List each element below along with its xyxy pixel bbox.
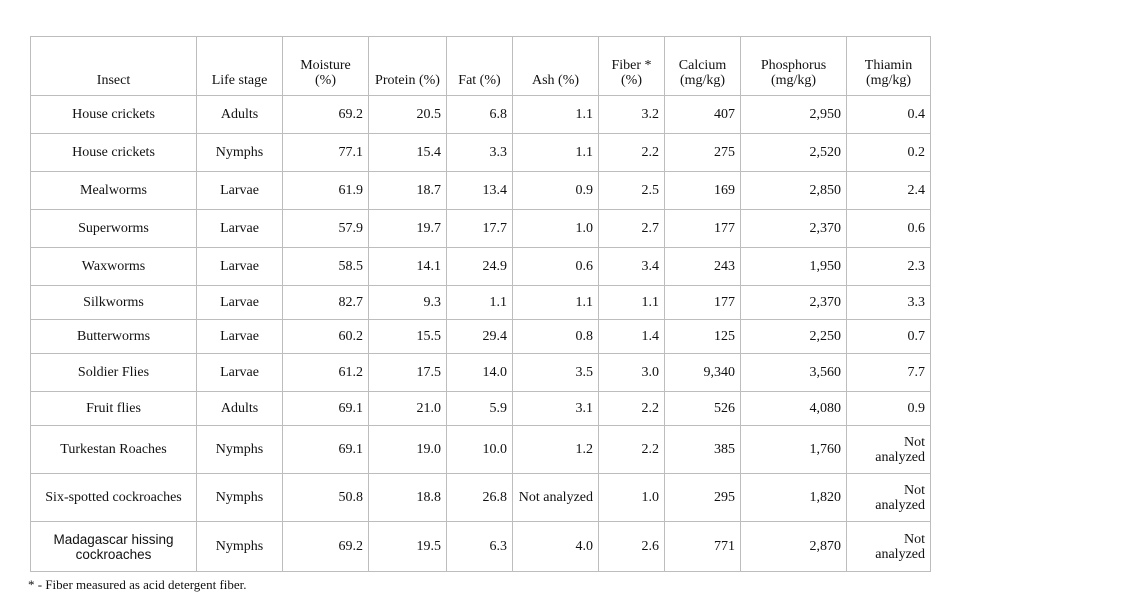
insect-nutrition-table [30,36,931,572]
cell-moisture: 77.1 [283,134,369,172]
document [30,36,931,572]
cell-calcium: 169 [665,172,741,210]
cell-fat: 24.9 [447,248,513,286]
cell-insect: Silkworms [31,286,197,320]
cell-protein: 18.7 [369,172,447,210]
cell-ash: 1.2 [513,426,599,474]
table-row [31,96,931,134]
cell-moisture: 69.2 [283,96,369,134]
cell-life-stage: Adults [197,96,283,134]
table-row [31,392,931,426]
cell-fiber: 3.4 [599,248,665,286]
cell-ash: 3.1 [513,392,599,426]
cell-thiamin: Not analyzed [847,474,931,522]
cell-fat: 5.9 [447,392,513,426]
cell-moisture: 58.5 [283,248,369,286]
cell-protein: 19.5 [369,522,447,572]
cell-insect: Six-spotted cockroaches [31,474,197,522]
cell-phosphorus: 4,080 [741,392,847,426]
cell-protein: 14.1 [369,248,447,286]
cell-calcium: 407 [665,96,741,134]
cell-ash: 1.1 [513,134,599,172]
cell-ash: 3.5 [513,354,599,392]
cell-phosphorus: 2,370 [741,210,847,248]
cell-fat: 13.4 [447,172,513,210]
cell-fiber: 2.2 [599,426,665,474]
cell-calcium: 9,340 [665,354,741,392]
cell-thiamin: 0.4 [847,96,931,134]
cell-life-stage: Larvae [197,320,283,354]
header-phosphorus: Phosphorus (mg/kg) [741,37,847,96]
cell-moisture: 69.2 [283,522,369,572]
cell-thiamin: 0.7 [847,320,931,354]
cell-phosphorus: 1,950 [741,248,847,286]
table-row [31,354,931,392]
cell-fat: 17.7 [447,210,513,248]
cell-fat: 14.0 [447,354,513,392]
cell-phosphorus: 2,850 [741,172,847,210]
cell-life-stage: Nymphs [197,474,283,522]
cell-insect: Soldier Flies [31,354,197,392]
cell-moisture: 69.1 [283,392,369,426]
header-protein: Protein (%) [369,37,447,96]
cell-insect: House crickets [31,96,197,134]
cell-life-stage: Larvae [197,354,283,392]
cell-phosphorus: 2,870 [741,522,847,572]
table-row [31,474,931,522]
cell-fiber: 2.2 [599,134,665,172]
header-calcium: Calcium (mg/kg) [665,37,741,96]
cell-fiber: 1.0 [599,474,665,522]
cell-insect: Turkestan Roaches [31,426,197,474]
cell-protein: 15.4 [369,134,447,172]
cell-ash: Not analyzed [513,474,599,522]
cell-fat: 3.3 [447,134,513,172]
cell-ash: 1.1 [513,286,599,320]
cell-phosphorus: 1,760 [741,426,847,474]
cell-protein: 15.5 [369,320,447,354]
cell-phosphorus: 2,950 [741,96,847,134]
cell-moisture: 69.1 [283,426,369,474]
cell-fiber: 3.2 [599,96,665,134]
cell-moisture: 82.7 [283,286,369,320]
cell-phosphorus: 2,250 [741,320,847,354]
cell-calcium: 177 [665,286,741,320]
cell-insect: Superworms [31,210,197,248]
cell-thiamin: 2.3 [847,248,931,286]
cell-calcium: 177 [665,210,741,248]
header-ash: Ash (%) [513,37,599,96]
cell-fat: 6.8 [447,96,513,134]
cell-ash: 0.8 [513,320,599,354]
cell-calcium: 526 [665,392,741,426]
cell-fiber: 2.6 [599,522,665,572]
cell-thiamin: 0.9 [847,392,931,426]
table-row [31,210,931,248]
cell-thiamin: 0.6 [847,210,931,248]
header-row [31,37,931,96]
table-row [31,134,931,172]
cell-insect: Waxworms [31,248,197,286]
cell-thiamin: Not analyzed [847,426,931,474]
cell-thiamin: Not analyzed [847,522,931,572]
cell-ash: 4.0 [513,522,599,572]
cell-thiamin: 3.3 [847,286,931,320]
header-life-stage: Life stage [197,37,283,96]
cell-life-stage: Nymphs [197,134,283,172]
table-row [31,320,931,354]
cell-calcium: 275 [665,134,741,172]
cell-protein: 17.5 [369,354,447,392]
cell-life-stage: Larvae [197,248,283,286]
cell-insect: Fruit flies [31,392,197,426]
cell-fat: 10.0 [447,426,513,474]
footnote: * - Fiber measured as acid detergent fiber. [28,577,247,592]
cell-fat: 6.3 [447,522,513,572]
cell-life-stage: Adults [197,392,283,426]
table-row [31,172,931,210]
header-thiamin: Thiamin (mg/kg) [847,37,931,96]
cell-protein: 21.0 [369,392,447,426]
cell-fiber: 2.5 [599,172,665,210]
cell-moisture: 60.2 [283,320,369,354]
cell-calcium: 295 [665,474,741,522]
cell-moisture: 50.8 [283,474,369,522]
cell-protein: 19.7 [369,210,447,248]
cell-insect: House crickets [31,134,197,172]
cell-insect: Butterworms [31,320,197,354]
cell-insect: Mealworms [31,172,197,210]
cell-moisture: 61.2 [283,354,369,392]
cell-calcium: 385 [665,426,741,474]
cell-moisture: 61.9 [283,172,369,210]
header-insect: Insect [31,37,197,96]
cell-life-stage: Nymphs [197,522,283,572]
cell-insect: Madagascar hissing cockroaches [31,522,197,572]
cell-fat: 26.8 [447,474,513,522]
table-row [31,248,931,286]
cell-phosphorus: 2,370 [741,286,847,320]
cell-calcium: 771 [665,522,741,572]
cell-fiber: 1.4 [599,320,665,354]
header-fat: Fat (%) [447,37,513,96]
cell-phosphorus: 2,520 [741,134,847,172]
cell-phosphorus: 3,560 [741,354,847,392]
cell-life-stage: Larvae [197,286,283,320]
cell-protein: 18.8 [369,474,447,522]
cell-protein: 20.5 [369,96,447,134]
cell-fiber: 2.2 [599,392,665,426]
cell-calcium: 243 [665,248,741,286]
cell-ash: 0.9 [513,172,599,210]
header-fiber: Fiber * (%) [599,37,665,96]
cell-life-stage: Larvae [197,210,283,248]
cell-fiber: 3.0 [599,354,665,392]
cell-protein: 9.3 [369,286,447,320]
cell-protein: 19.0 [369,426,447,474]
cell-thiamin: 2.4 [847,172,931,210]
table-row [31,426,931,474]
cell-fat: 1.1 [447,286,513,320]
table-row [31,286,931,320]
cell-life-stage: Larvae [197,172,283,210]
cell-life-stage: Nymphs [197,426,283,474]
cell-thiamin: 7.7 [847,354,931,392]
cell-fiber: 2.7 [599,210,665,248]
cell-fat: 29.4 [447,320,513,354]
cell-ash: 1.1 [513,96,599,134]
cell-thiamin: 0.2 [847,134,931,172]
cell-ash: 0.6 [513,248,599,286]
cell-calcium: 125 [665,320,741,354]
table-row [31,522,931,572]
cell-ash: 1.0 [513,210,599,248]
cell-phosphorus: 1,820 [741,474,847,522]
cell-fiber: 1.1 [599,286,665,320]
header-moisture: Moisture (%) [283,37,369,96]
cell-moisture: 57.9 [283,210,369,248]
table-body [31,96,931,572]
